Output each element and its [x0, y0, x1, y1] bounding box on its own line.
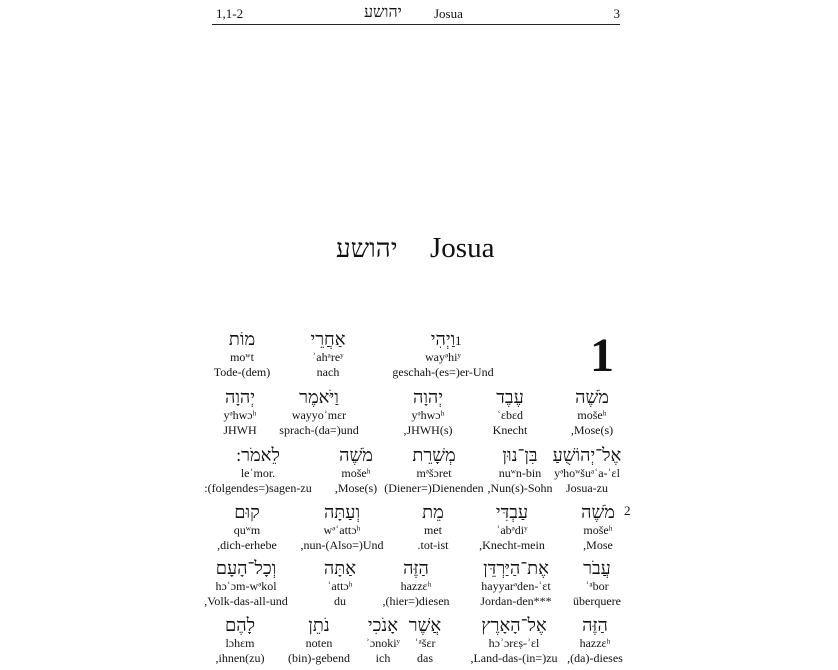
- hebrew-word: נֹתֵן: [308, 615, 330, 635]
- transliteration: ʿɛbɛd: [496, 408, 524, 422]
- german-gloss: ,(hier=)diesen: [382, 594, 450, 608]
- hebrew-word: אַחֲרֵי: [310, 329, 346, 349]
- hebrew-word: עֲבֹר: [583, 558, 611, 578]
- hebrew-word: אֶת־הַיַּרְדֵּן: [483, 558, 549, 578]
- transliteration: wᵊʿattɔʰ: [323, 523, 361, 537]
- german-gloss: geschah-(es=)er-Und: [392, 365, 494, 379]
- hebrew-word: אָנֹכִי: [367, 615, 399, 635]
- hebrew-word: מֹשֶׁה: [581, 502, 615, 522]
- transliteration: mošeʰ: [341, 466, 371, 480]
- transliteration: yᵊhwɔʰ: [223, 408, 257, 422]
- hebrew-word: עַבְדִּי: [495, 502, 529, 522]
- transliteration: hayyarᵊden-ʾɛt: [481, 579, 551, 593]
- german-gloss: :(folgendes=)sagen-zu: [204, 481, 312, 495]
- german-gloss: ,ihnen(zu): [215, 651, 265, 665]
- interlinear-word: [183, 446, 333, 496]
- transliteration: ʾɔnokiʸ: [365, 636, 401, 650]
- german-gloss: JHWH: [223, 423, 257, 437]
- interlinear-word: [165, 616, 315, 666]
- interlinear-word: [167, 330, 317, 380]
- header-title: Josua: [434, 6, 463, 21]
- german-gloss: ich: [375, 651, 391, 665]
- transliteration: ʿabᵊdiʸ: [496, 523, 528, 537]
- transliteration: mᵊšɔret: [416, 466, 452, 480]
- transliteration: wayyoʾmɛr: [291, 408, 347, 422]
- book-title-latin: Josua: [430, 232, 495, 264]
- header-rule: [212, 24, 620, 25]
- hebrew-word: אֲשֶׁר: [408, 615, 442, 635]
- german-gloss: ,JHWH(s): [403, 423, 453, 437]
- german-gloss: ,Knecht-mein: [479, 538, 545, 552]
- interlinear-word: [172, 503, 322, 553]
- header-hebrew-title: יהושע: [364, 4, 402, 21]
- german-gloss: überquere: [573, 594, 621, 608]
- transliteration: hazzɛʰ: [400, 579, 432, 593]
- verse-number-2: 2: [624, 503, 631, 518]
- hebrew-word: אֶל־יְהוֹשֻׁעַ: [552, 445, 622, 465]
- transliteration: ʾᵃšɛr: [414, 636, 436, 650]
- german-gloss: ,nun-(Also=)Und: [300, 538, 384, 552]
- hebrew-word: קוּם: [234, 502, 260, 522]
- hebrew-word: לָהֶם: [224, 615, 255, 635]
- transliteration: nuʷn-bin: [498, 466, 542, 480]
- transliteration: ʿᵃbor: [585, 579, 609, 593]
- interlinear-word: [165, 388, 315, 438]
- german-gloss: ,(da)-dieses: [567, 651, 623, 665]
- hebrew-word: לֵאמֹר:: [236, 445, 280, 465]
- interlinear-word: [171, 559, 321, 609]
- german-gloss: Josua-zu: [566, 481, 608, 495]
- transliteration: met: [424, 523, 442, 537]
- german-gloss: ,Land-das-(in=)zu: [470, 651, 558, 665]
- hebrew-word: הַזֶּה: [582, 615, 608, 635]
- german-gloss: ,Mose(s): [334, 481, 378, 495]
- german-gloss: Knecht: [492, 423, 528, 437]
- page-number: 3: [613, 6, 620, 21]
- transliteration: hɔʾɔrɛṣ-ʾɛl: [488, 636, 540, 650]
- hebrew-word: אֶל־הָאָרֶץ: [481, 615, 547, 635]
- german-gloss: ,Mose: [583, 538, 613, 552]
- hebrew-word: מֵת: [422, 502, 444, 522]
- hebrew-word: וְכָל־הָעָם: [215, 558, 277, 578]
- transliteration: lɔhɛm: [225, 636, 255, 650]
- german-gloss: (bin)-gebend: [288, 651, 350, 665]
- hebrew-word: מֹשֶׁה: [575, 387, 609, 407]
- chapter-number: 1: [590, 329, 614, 382]
- hebrew-word: מֹשֶׁה: [339, 445, 373, 465]
- verse-number-1: 1: [455, 333, 462, 348]
- hebrew-word: הַזֶּה: [403, 558, 429, 578]
- transliteration: quʷm: [233, 523, 261, 537]
- book-title: [300, 232, 540, 268]
- german-gloss: nach: [316, 365, 340, 379]
- hebrew-word: וַיֹּאמֶר: [299, 387, 339, 407]
- german-gloss: (Diener=)Dienenden: [384, 481, 484, 495]
- book-title-hebrew: יהושע: [336, 234, 398, 263]
- german-gloss: das: [417, 651, 433, 665]
- transliteration: hazzɛʰ: [579, 636, 611, 650]
- hebrew-word: אַתָּה: [323, 558, 357, 578]
- hebrew-word: וְעַתָּה: [323, 502, 361, 522]
- transliteration: noten: [305, 636, 333, 650]
- transliteration: ʾattɔʰ: [327, 579, 353, 593]
- transliteration: yᵊhoʷšuᵃʿa-ʾɛl: [554, 466, 620, 480]
- transliteration: leʾmor.: [240, 466, 276, 480]
- hebrew-word: וַיְהִי: [430, 329, 456, 349]
- hebrew-word: עֶבֶד: [496, 387, 524, 407]
- transliteration: hɔʿɔm-wᵊkol: [215, 579, 277, 593]
- german-gloss: Jordan-den***: [480, 594, 552, 608]
- transliteration: wayᵊhiʸ: [425, 350, 461, 364]
- german-gloss: .tot-ist: [417, 538, 449, 552]
- german-gloss: ,dich-erhebe: [217, 538, 277, 552]
- running-header: [212, 4, 620, 26]
- hebrew-word: מְשָׁרֵת: [412, 445, 456, 465]
- hebrew-word: יְהוָה: [224, 387, 256, 407]
- transliteration: mošeʰ: [583, 523, 613, 537]
- german-gloss: ,Volk-das-all-und: [204, 594, 288, 608]
- german-gloss: du: [334, 594, 346, 608]
- hebrew-word: יְהוָה: [412, 387, 444, 407]
- transliteration: ʾahᵃreʸ: [312, 350, 344, 364]
- german-gloss: ,Nun(s)-Sohn: [487, 481, 553, 495]
- transliteration: yᵊhwɔʰ: [411, 408, 445, 422]
- transliteration: moʷt: [230, 350, 254, 364]
- german-gloss: ,Mose(s): [570, 423, 614, 437]
- hebrew-word: בִּן־נוּן: [502, 445, 538, 465]
- transliteration: mošeʰ: [577, 408, 607, 422]
- header-reference: 1,1-2: [216, 6, 244, 21]
- hebrew-word: מוֹת: [228, 329, 256, 349]
- german-gloss: Tode-(dem): [213, 365, 271, 379]
- german-gloss: sprach-(da=)und: [279, 423, 359, 437]
